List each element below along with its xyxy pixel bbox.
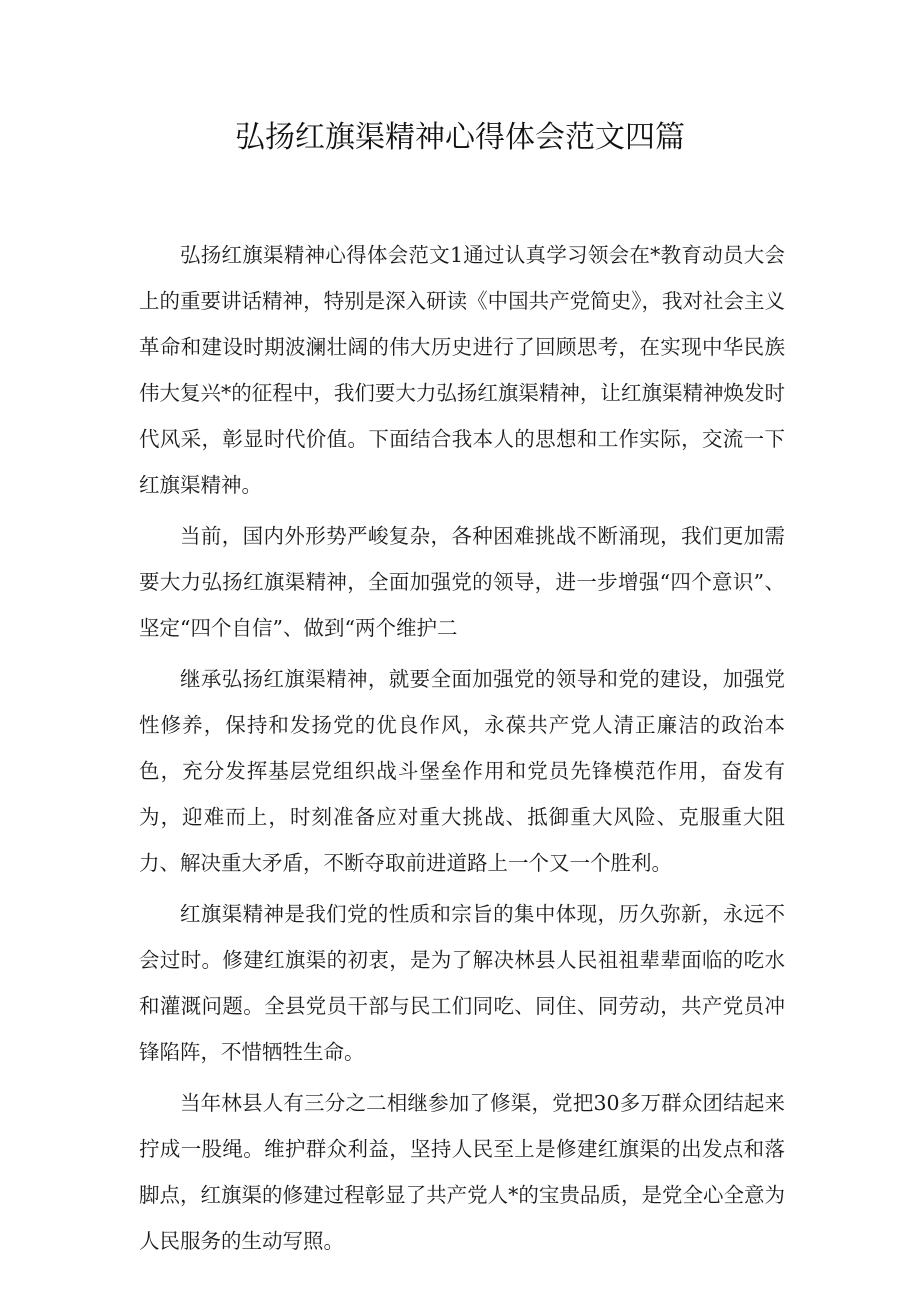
paragraph-3: 继承弘扬红旗渠精神，就要全面加强党的领导和党的建设，加强党性修养，保持和发扬党的优良作风，永葆共产党人清正廉洁的政治本色，充分发挥基层党组织战斗堡垒作用和党员先锋模范作用，奋发有为，迎难而上，时刻准备应对重大挑战、抵御重大风险、克服重大阻力、解决重大矛盾，不断夺取前进道路上一个又一个胜利。 [139, 667, 785, 875]
paragraph-2: 当前，国内外形势严峻复杂，各种困难挑战不断涌现，我们更加需要大力弘扬红旗渠精神，全面加强党的领导，进一步增强“四个意识”、坚定“四个自信”、做到“两个维护二 [139, 524, 785, 640]
paragraph-1: 弘扬红旗渠精神心得体会范文1通过认真学习领会在*教育动员大会上的重要讲话精神，特别是深入研读《中国共产党简史》，我对社会主义革命和建设时期波澜壮阔的伟大历史进行了回顾思考，在实现中华民族伟大复兴*的征程中，我们要大力弘扬红旗渠精神，让红旗渠精神焕发时代风采，彰显时代价值。下面结合我本人的思想和工作实际，交流一下红旗渠精神。 [139, 243, 785, 497]
paragraph-4: 红旗渠精神是我们党的性质和宗旨的集中体现，历久弥新，永远不会过时。修建红旗渠的初衷，是为了解决林县人民祖祖辈辈面临的吃水和灌溉问题。全县党员干部与民工们同吃、同住、同劳动，共产党员冲锋陷阵，不惜牺牲生命。 [139, 902, 785, 1064]
paragraph-5: 当年林县人有三分之二相继参加了修渠，党把30多万群众团结起来拧成一股绳。维护群众利益，坚持人民至上是修建红旗渠的出发点和落脚点，红旗渠的修建过程彰显了共产党人*的宝贵品质，是党全心全意为人民服务的生动写照。 [139, 1091, 785, 1253]
document-title: 弘扬红旗渠精神心得体会范文四篇 [235, 120, 685, 155]
document-body [139, 232, 785, 1269]
